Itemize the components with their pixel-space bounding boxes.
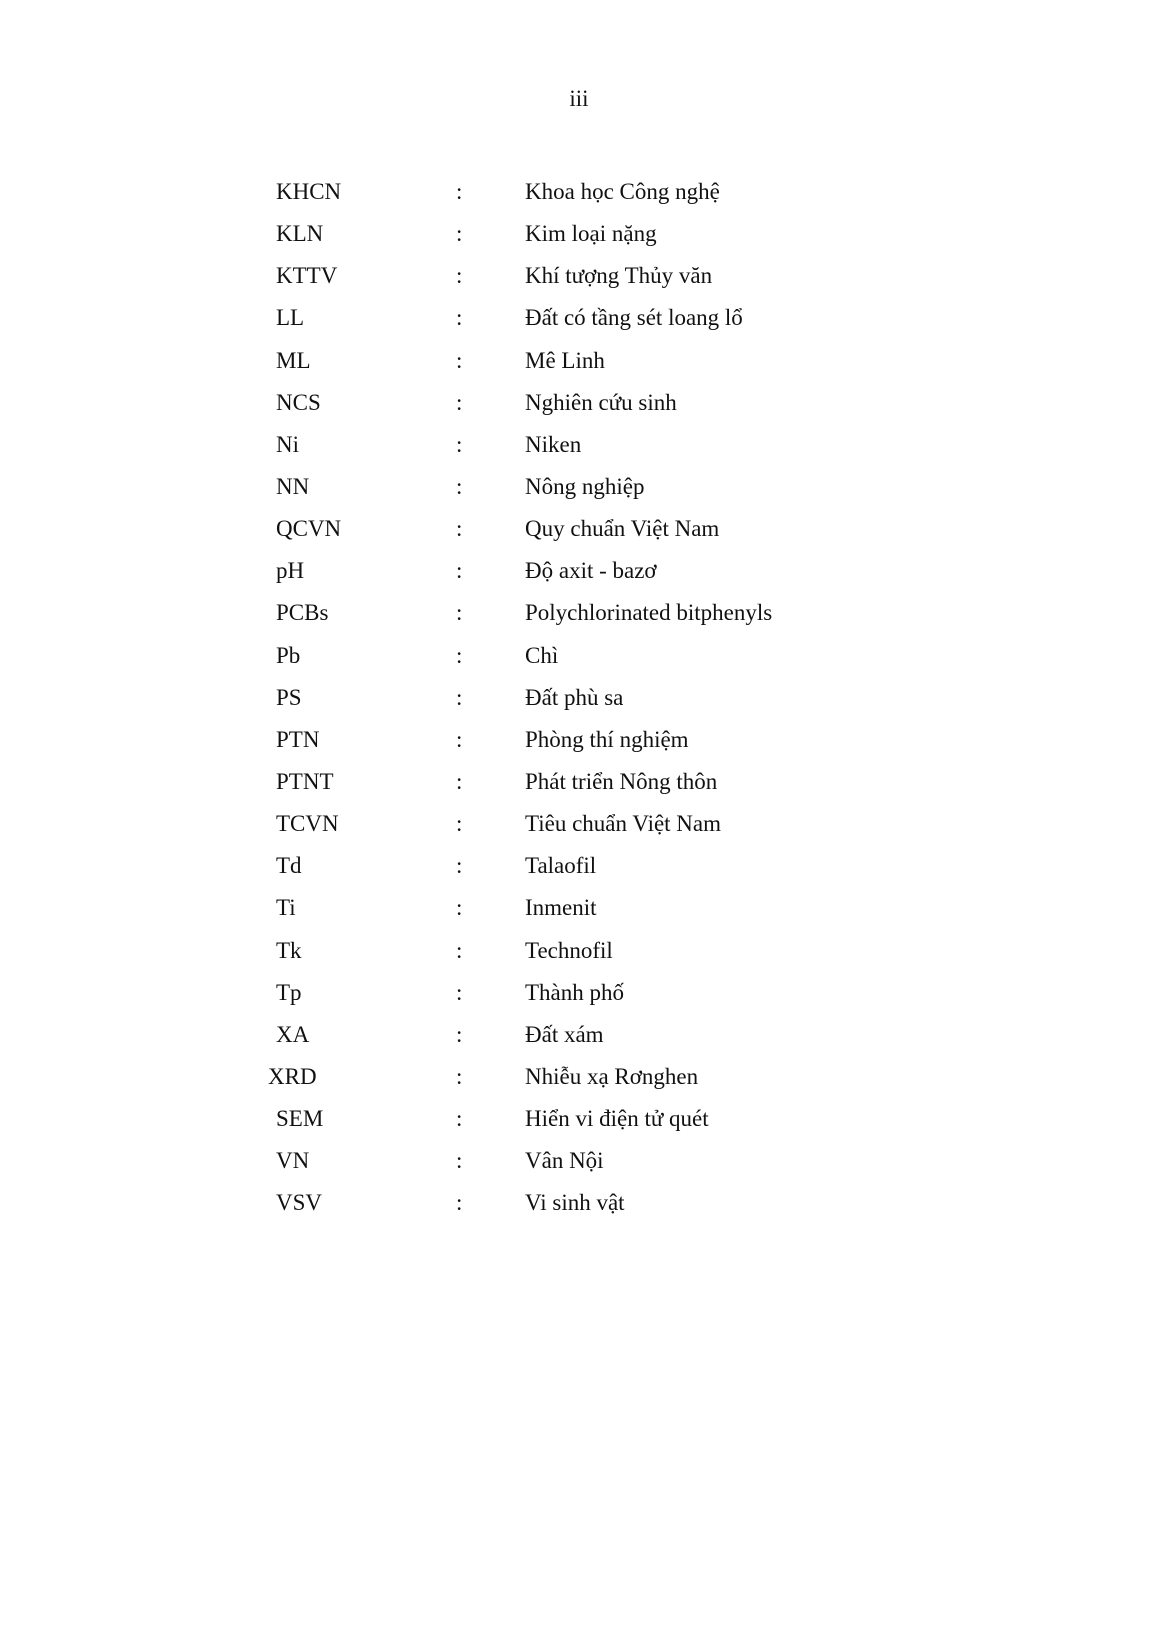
abbreviation-separator: : bbox=[456, 263, 463, 289]
abbreviation-row bbox=[0, 1140, 1158, 1182]
abbreviation-row bbox=[0, 887, 1158, 929]
abbreviation-separator: : bbox=[456, 937, 463, 963]
abbreviation-row bbox=[0, 508, 1158, 550]
abbreviation-definition: Nông nghiệp bbox=[525, 473, 645, 499]
abbreviation-definition: Độ axit - bazơ bbox=[525, 558, 657, 584]
abbreviation-term: Ti bbox=[276, 895, 296, 921]
abbreviation-separator: : bbox=[456, 853, 463, 879]
abbreviation-definition: Thành phố bbox=[525, 979, 625, 1005]
abbreviation-row bbox=[0, 930, 1158, 972]
abbreviation-row bbox=[0, 1098, 1158, 1140]
abbreviation-definition: Đất có tầng sét loang lổ bbox=[525, 305, 743, 331]
abbreviation-term: KHCN bbox=[276, 179, 342, 204]
abbreviation-row bbox=[0, 382, 1158, 424]
abbreviation-term: QCVN bbox=[276, 516, 342, 542]
abbreviation-list bbox=[0, 171, 1158, 1225]
abbreviation-row bbox=[0, 677, 1158, 719]
abbreviation-definition: Vi sinh vật bbox=[525, 1190, 625, 1216]
abbreviation-definition: Khoa học Công nghệ bbox=[525, 179, 720, 204]
abbreviation-definition: Đất phù sa bbox=[525, 684, 624, 710]
abbreviation-separator: : bbox=[456, 431, 463, 457]
abbreviation-separator: : bbox=[456, 347, 463, 373]
abbreviation-definition: Phát triển Nông thôn bbox=[525, 768, 718, 794]
abbreviation-definition: Khí tượng Thủy văn bbox=[525, 263, 713, 289]
page-number: iii bbox=[569, 86, 589, 111]
abbreviation-term: LL bbox=[276, 305, 305, 331]
abbreviation-row bbox=[0, 761, 1158, 803]
abbreviation-definition: Nhiễu xạ Rơnghen bbox=[525, 1063, 699, 1089]
abbreviation-definition: Hiển vi điện tử quét bbox=[525, 1106, 709, 1132]
abbreviation-separator: : bbox=[456, 179, 463, 204]
abbreviation-separator: : bbox=[456, 1190, 463, 1216]
abbreviation-term: TCVN bbox=[276, 811, 339, 837]
abbreviation-row bbox=[0, 255, 1158, 297]
abbreviation-definition: Polychlorinated bitphenyls bbox=[525, 600, 773, 626]
abbreviation-row bbox=[0, 466, 1158, 508]
abbreviation-term: XRD bbox=[268, 1063, 317, 1089]
abbreviation-term: Pb bbox=[276, 642, 301, 668]
abbreviation-term: SEM bbox=[276, 1106, 324, 1132]
abbreviation-row bbox=[0, 297, 1158, 339]
abbreviation-row bbox=[0, 803, 1158, 845]
abbreviation-row bbox=[0, 1056, 1158, 1098]
abbreviation-separator: : bbox=[456, 642, 463, 668]
abbreviation-separator: : bbox=[456, 895, 463, 921]
abbreviation-term: KLN bbox=[276, 221, 324, 247]
abbreviation-separator: : bbox=[456, 1063, 463, 1089]
abbreviation-definition: Niken bbox=[525, 431, 582, 457]
abbreviation-row bbox=[0, 424, 1158, 466]
abbreviation-term: PCBs bbox=[276, 600, 329, 626]
abbreviation-separator: : bbox=[456, 1021, 463, 1047]
abbreviation-term: PS bbox=[276, 684, 302, 710]
abbreviation-term: NN bbox=[276, 473, 310, 499]
abbreviation-row bbox=[0, 213, 1158, 255]
abbreviation-term: VSV bbox=[276, 1190, 323, 1216]
abbreviation-row bbox=[0, 635, 1158, 677]
abbreviation-definition: Technofil bbox=[525, 937, 613, 963]
abbreviation-separator: : bbox=[456, 558, 463, 584]
abbreviation-definition: Talaofil bbox=[525, 853, 597, 879]
abbreviation-separator: : bbox=[456, 811, 463, 837]
abbreviation-separator: : bbox=[456, 221, 463, 247]
abbreviation-row bbox=[0, 1182, 1158, 1224]
abbreviation-term: XA bbox=[276, 1021, 310, 1047]
abbreviation-definition: Inmenit bbox=[525, 895, 597, 921]
abbreviation-definition: Kim loại nặng bbox=[525, 221, 657, 247]
abbreviation-row bbox=[0, 845, 1158, 887]
abbreviation-term: Tk bbox=[276, 937, 302, 963]
abbreviation-separator: : bbox=[456, 516, 463, 542]
abbreviation-separator: : bbox=[456, 1106, 463, 1132]
abbreviation-term: ML bbox=[276, 347, 311, 373]
abbreviation-separator: : bbox=[456, 979, 463, 1005]
abbreviation-separator: : bbox=[456, 684, 463, 710]
abbreviation-definition: Phòng thí nghiệm bbox=[525, 726, 689, 752]
abbreviation-separator: : bbox=[456, 1148, 463, 1174]
abbreviation-definition: Quy chuẩn Việt Nam bbox=[525, 516, 720, 542]
abbreviation-separator: : bbox=[456, 389, 463, 415]
abbreviation-term: pH bbox=[276, 558, 305, 584]
abbreviation-separator: : bbox=[456, 473, 463, 499]
abbreviation-term: VN bbox=[276, 1148, 310, 1174]
abbreviation-row bbox=[0, 171, 1158, 213]
abbreviation-row bbox=[0, 550, 1158, 592]
abbreviation-term: Ni bbox=[276, 431, 299, 457]
abbreviation-definition: Đất xám bbox=[525, 1021, 604, 1047]
abbreviation-row bbox=[0, 972, 1158, 1014]
abbreviation-term: NCS bbox=[276, 389, 321, 415]
abbreviation-row bbox=[0, 719, 1158, 761]
abbreviation-definition: Chì bbox=[525, 642, 559, 668]
abbreviation-term: KTTV bbox=[276, 263, 338, 289]
abbreviation-row bbox=[0, 340, 1158, 382]
abbreviation-definition: Vân Nội bbox=[525, 1148, 604, 1174]
abbreviation-separator: : bbox=[456, 600, 463, 626]
abbreviation-term: PTNT bbox=[276, 768, 334, 794]
abbreviation-definition: Tiêu chuẩn Việt Nam bbox=[525, 811, 722, 837]
abbreviation-definition: Nghiên cứu sinh bbox=[525, 389, 677, 415]
abbreviation-row bbox=[0, 592, 1158, 634]
abbreviation-row bbox=[0, 1014, 1158, 1056]
abbreviation-separator: : bbox=[456, 768, 463, 794]
abbreviation-separator: : bbox=[456, 726, 463, 752]
abbreviation-term: Td bbox=[276, 853, 302, 879]
abbreviation-separator: : bbox=[456, 305, 463, 331]
abbreviation-term: Tp bbox=[276, 979, 302, 1005]
abbreviation-definition: Mê Linh bbox=[525, 347, 605, 373]
abbreviation-term: PTN bbox=[276, 726, 320, 752]
